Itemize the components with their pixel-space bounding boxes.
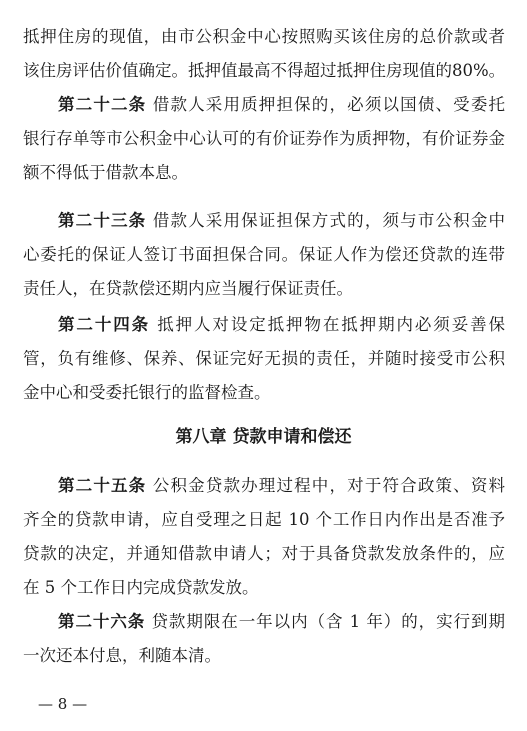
- article-25-line-3: 贷款的决定，并通知借款申请人；对于具备贷款发放条件的，应: [23, 544, 505, 563]
- article-25-line-2: 齐全的贷款申请，应自受理之日起 10 个工作日内作出是否准予: [23, 510, 505, 529]
- article-26-line-1: [58, 612, 505, 632]
- article-25-line-1: [58, 476, 505, 496]
- page-number: — 8 —: [38, 695, 88, 713]
- article-22-heading: 第二十二条: [58, 95, 147, 114]
- paragraph-line: 抵押住房的现值，由市公积金中心按照购买该住房的总价款或者: [23, 27, 505, 46]
- article-26-text: 贷款期限在一年以内（含 1 年）的，实行到期: [151, 612, 505, 631]
- article-25-line-4: 在 5 个工作日内完成贷款发放。: [23, 578, 259, 597]
- article-24-line-2: 管，负有维修、保养、保证完好无损的责任，并随时接受市公积: [23, 349, 505, 368]
- article-23-text: 借款人采用保证担保方式的，须与市公积金中: [152, 211, 506, 230]
- article-25-text: 公积金贷款办理过程中，对于符合政策、资料: [152, 476, 506, 495]
- article-22-line-2: 银行存单等市公积金中心认可的有价证券作为质押物，有价证券金: [23, 129, 505, 148]
- article-22-line-1: [58, 95, 505, 115]
- article-23-line-2: 心委托的保证人签订书面担保合同。保证人作为偿还贷款的连带: [23, 245, 505, 264]
- article-22-text: 借款人采用质押担保的，必须以国债、受委托: [152, 95, 506, 114]
- chapter-8-title: 第八章 贷款申请和偿还: [175, 427, 352, 447]
- article-24-text: 抵押人对设定抵押物在抵押期内必须妥善保: [157, 315, 505, 334]
- article-26-heading: 第二十六条: [58, 612, 146, 631]
- article-24-line-3: 金中心和受委托银行的监督检查。: [23, 383, 271, 402]
- article-24-line-1: [58, 315, 505, 335]
- article-23-heading: 第二十三条: [58, 211, 147, 230]
- article-22-line-3: 额不得低于借款本息。: [23, 163, 188, 182]
- article-26-line-2: 一次还本付息，利随本清。: [23, 646, 221, 665]
- article-23-line-1: [58, 211, 505, 231]
- paragraph-line: 该住房评估价值确定。抵押值最高不得超过抵押住房现值的80%。: [23, 61, 506, 80]
- article-25-heading: 第二十五条: [58, 476, 147, 495]
- article-23-line-3: 责任人，在贷款偿还期内应当履行保证责任。: [23, 279, 353, 298]
- article-24-heading: 第二十四条: [58, 315, 151, 334]
